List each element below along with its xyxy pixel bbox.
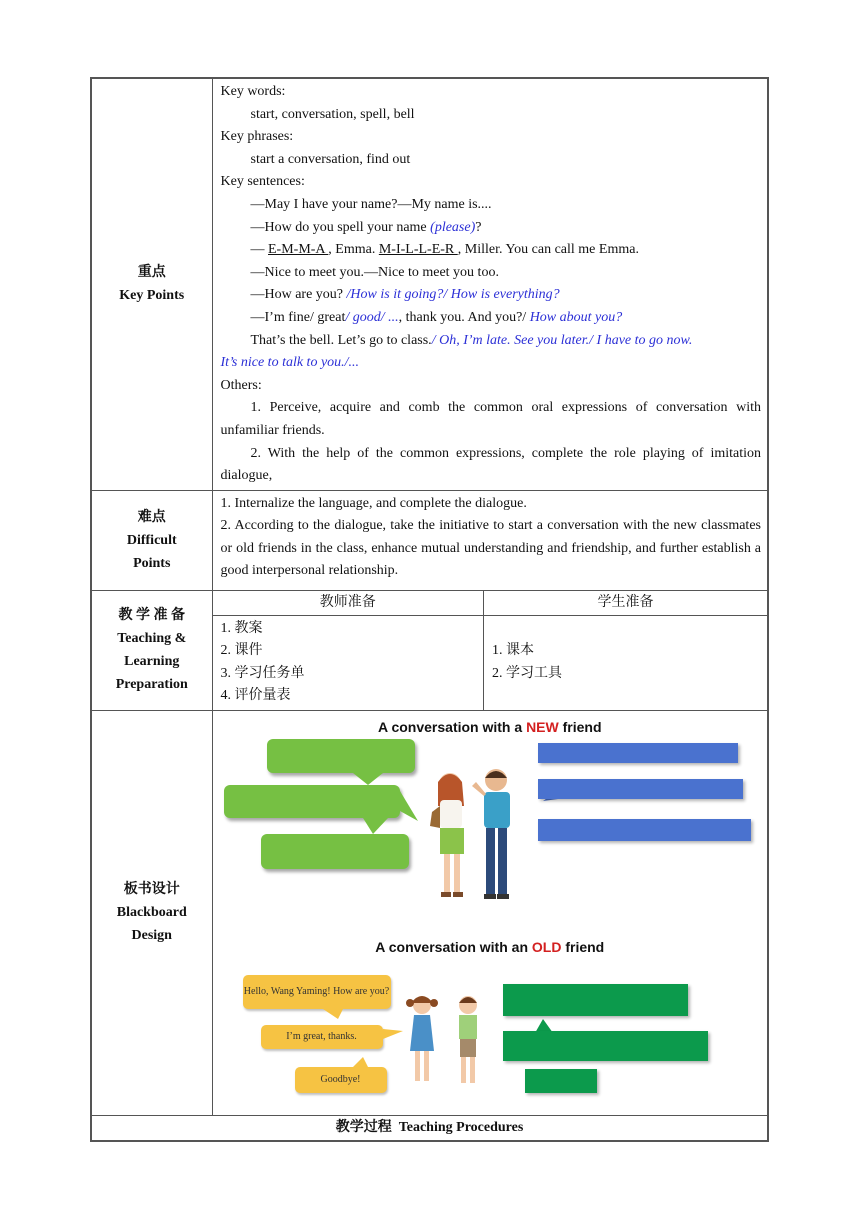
lesson-plan-table <box>90 77 769 1142</box>
procedures-label-zh: 教学过程 <box>335 1119 392 1135</box>
s6-mid: , thank you. And you?/ <box>398 309 530 325</box>
old-friend-title <box>213 939 768 955</box>
blackboard-board <box>213 711 768 1115</box>
preparation-subtable <box>213 591 768 710</box>
key-points-label <box>91 78 212 490</box>
key-words: start, conversation, spell, bell <box>250 106 415 122</box>
blue-bubble-2 <box>538 779 743 799</box>
student-prep-header: 学生准备 <box>484 591 768 616</box>
new-friends-illustration <box>418 766 528 911</box>
preparation-content <box>212 590 768 710</box>
blackboard-label <box>91 710 212 1115</box>
title2-old: OLD <box>531 938 562 955</box>
key-sentences-title: Key sentences: <box>220 174 305 190</box>
preparation-label <box>91 590 212 710</box>
others-2: 2. With the help of the common expressions, complete the role playing of imitation dialogue, <box>220 445 761 484</box>
sentence-7 <box>221 330 762 353</box>
difficult-points-content <box>212 490 768 590</box>
s3-dash: — <box>250 242 268 258</box>
preparation-row <box>91 590 768 710</box>
title1-new: NEW <box>526 718 559 735</box>
teacher-item: 4. 评价量表 <box>220 688 291 704</box>
blackboard-label-en-2: Design <box>131 928 172 944</box>
old-friends-illustration <box>398 993 498 1093</box>
key-points-label-en: Key Points <box>119 288 185 304</box>
s5-alt: /How is it going?/ How is everything? <box>346 287 560 303</box>
s5-text: —How are you? <box>250 287 347 303</box>
key-phrases-title: Key phrases: <box>220 129 294 145</box>
s6-alt2: How about you? <box>529 309 623 325</box>
sentence-1: —May I have your name?—My name is.... <box>250 196 492 212</box>
blue-bubble-1 <box>538 743 738 763</box>
sentence-2 <box>221 217 762 240</box>
student-item: 2. 学习工具 <box>492 665 562 681</box>
teacher-item: 1. 教案 <box>220 620 263 636</box>
s6-text: —I’m fine/ great <box>250 309 346 325</box>
s2-alt: (please) <box>430 219 476 235</box>
blue-bubble-3 <box>538 819 751 841</box>
s3-spell-miller: M-I-L-L-E-R <box>378 242 458 258</box>
s3-spell-emma: E-M-M-A <box>268 242 329 258</box>
title1-c: friend <box>558 718 602 735</box>
key-points-row <box>91 78 768 490</box>
bubble-3-text: Goodbye! <box>320 1074 361 1086</box>
title2-a: A conversation with an <box>375 938 532 955</box>
difficult-label-en-2: Points <box>133 555 171 571</box>
sentence-5 <box>221 284 762 307</box>
bubble-1-text: Hello, Wang Yaming! How are you? <box>243 986 390 998</box>
lesson-plan-page <box>90 77 769 1142</box>
difficult-2: 2. According to the dialogue, take the initiative to start a conversation with the new classmates or old friends in the class, enhance mutual understanding and friendship, and further establish a good interpersonal relationship. <box>220 518 761 579</box>
sentence-3 <box>221 239 762 262</box>
difficult-1: 1. Internalize the language, and complete the dialogue. <box>220 495 527 511</box>
blackboard-label-zh: 板书设计 <box>123 882 180 898</box>
others-title: Others: <box>220 377 262 393</box>
sentence-7-cont: It’s nice to talk to you./... <box>220 355 360 371</box>
prep-label-en-2: Learning <box>124 654 180 670</box>
s3-emma: , Emma. <box>328 242 379 258</box>
student-prep-list <box>484 615 768 710</box>
prep-label-zh: 教 学 准 备 <box>118 608 185 624</box>
dark-green-bubble-3 <box>525 1069 597 1093</box>
title1-a: A conversation with a <box>377 718 527 735</box>
prep-label-en-3: Preparation <box>115 677 188 693</box>
procedures-label-en: Teaching Procedures <box>398 1119 524 1135</box>
dark-green-bubble-1 <box>503 984 688 1016</box>
title2-c: friend <box>561 938 605 955</box>
s7-alt: / Oh, I’m late. See you later./ I have to go now. <box>431 332 693 348</box>
blackboard-label-en-1: Blackboard <box>116 905 187 921</box>
bubble-2-text: I’m great, thanks. <box>286 1031 357 1043</box>
key-words-title: Key words: <box>220 84 286 99</box>
blackboard-content <box>212 710 768 1115</box>
s2-text: —How do you spell your name <box>250 219 431 235</box>
difficult-points-row <box>91 490 768 590</box>
key-phrases: start a conversation, find out <box>250 151 411 167</box>
teacher-prep-header: 教师准备 <box>213 591 484 616</box>
key-points-label-zh: 重点 <box>137 265 166 281</box>
procedures-header <box>91 1115 768 1141</box>
difficult-points-label <box>91 490 212 590</box>
s3-miller: , Miller. You can call me Emma. <box>457 242 639 258</box>
student-item: 1. 课本 <box>492 643 534 659</box>
s6-alt: / good/ ... <box>345 309 399 325</box>
dark-green-bubble-2 <box>503 1031 708 1061</box>
procedures-row <box>91 1115 768 1141</box>
prep-label-en-1: Teaching & <box>117 631 187 647</box>
difficult-label-zh: 难点 <box>137 509 166 525</box>
s2-end: ? <box>475 219 482 235</box>
sentence-4: —Nice to meet you.—Nice to meet you too. <box>250 264 499 280</box>
others-1: 1. Perceive, acquire and comb the common oral expressions of conversation with unfamiliar friends. <box>220 400 761 438</box>
difficult-label-en-1: Difficult <box>126 532 177 548</box>
s7-text: That’s the bell. Let’s go to class. <box>250 332 432 348</box>
key-points-content <box>212 78 768 490</box>
teacher-item: 3. 学习任务单 <box>220 665 305 681</box>
teacher-item: 2. 课件 <box>220 643 263 659</box>
teacher-prep-list <box>213 615 484 710</box>
sentence-6 <box>221 307 762 330</box>
blackboard-row <box>91 710 768 1115</box>
